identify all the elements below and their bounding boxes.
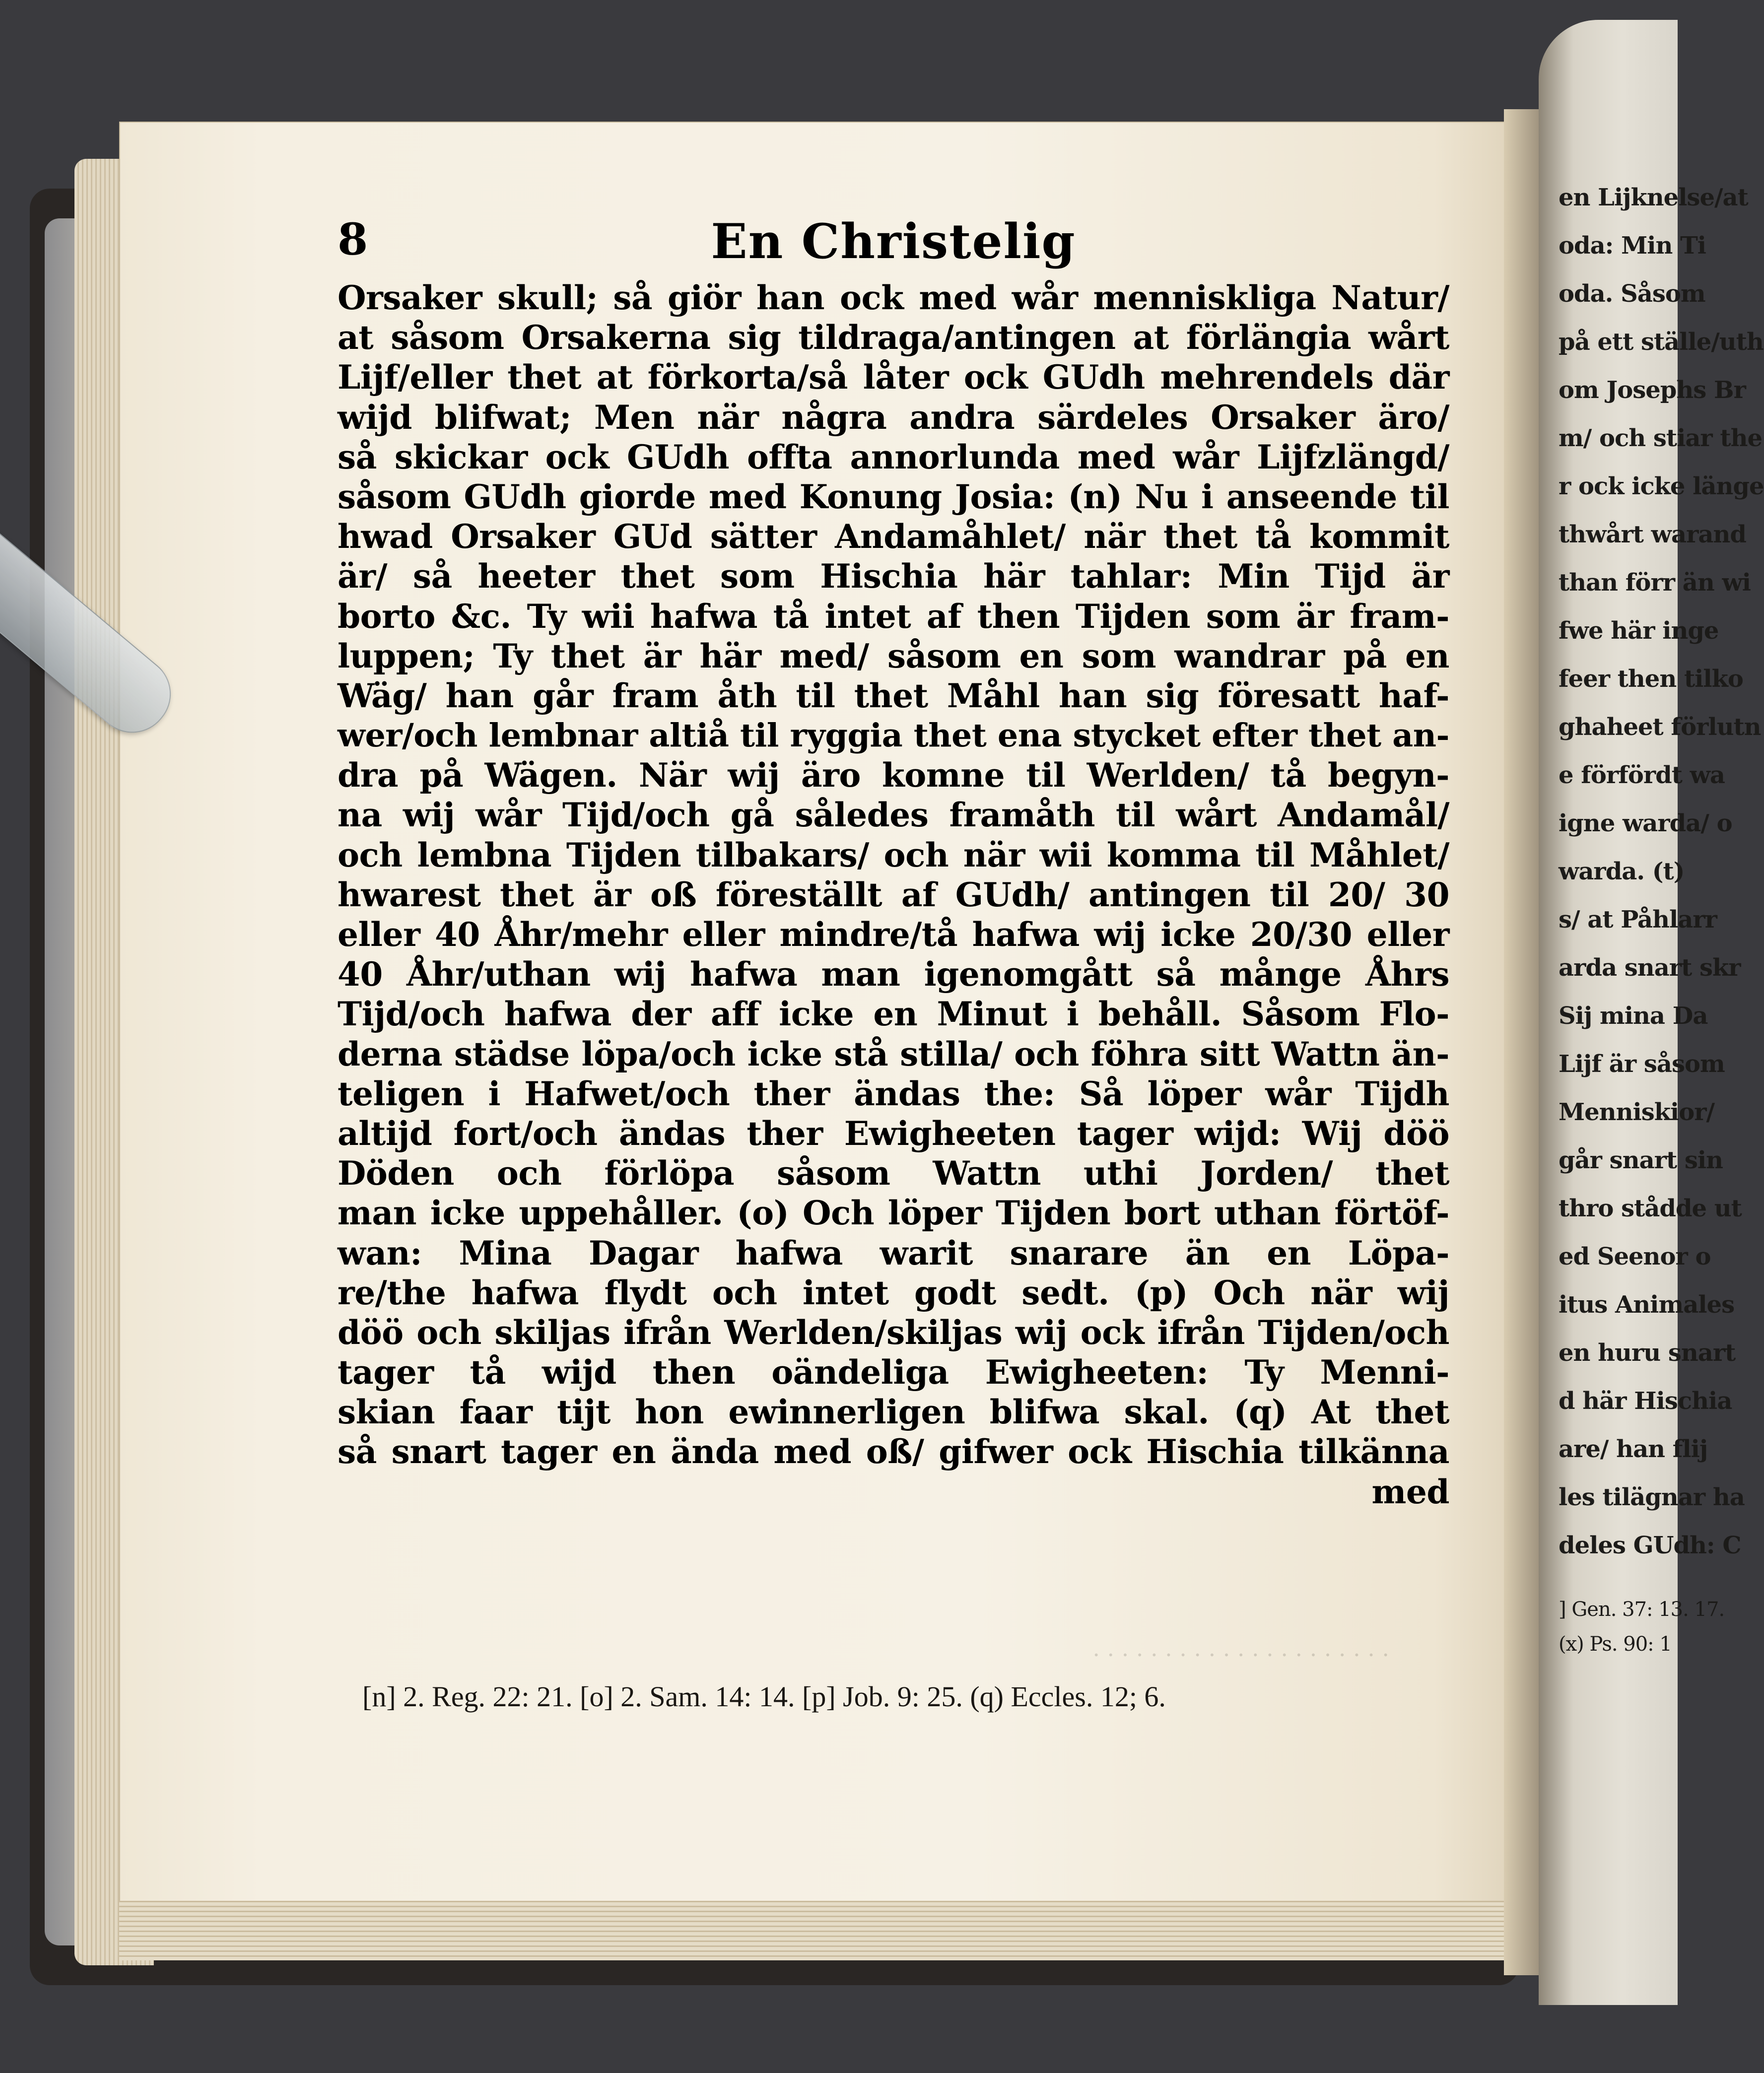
facing-page-line: are/ han flij: [1559, 1435, 1708, 1463]
facing-page-line: en Lijknelse/at: [1559, 184, 1748, 211]
body-line: altijd fort/och ändas ther Ewigheeten tager wijd: Wij döö: [338, 1114, 1449, 1153]
facing-page-footnote: (x) Ps. 90: 1: [1559, 1633, 1672, 1656]
facing-page-line: e förfördt wa: [1559, 761, 1725, 789]
body-text: [338, 278, 1449, 1512]
facing-page-line: itus Animales: [1559, 1291, 1735, 1319]
facing-page-line: Lijf är såsom: [1559, 1050, 1725, 1078]
page-number: 8: [338, 213, 368, 265]
body-line: och lembna Tijden tilbakars/ och när wii komma til Måhlet/: [338, 835, 1449, 874]
body-line: Döden och förlöpa såsom Wattn uthi Jorden/ thet: [338, 1154, 1449, 1193]
facing-page-line: en huru snart: [1559, 1339, 1736, 1367]
facing-page-line: oda. Såsom: [1559, 280, 1705, 308]
facing-page-line: les tilägnar ha: [1559, 1483, 1745, 1511]
body-line: hwad Orsaker GUd sätter Andamåhlet/ när thet tå kommit: [338, 517, 1449, 556]
running-title: En Christelig: [711, 213, 1076, 269]
facing-page-line: ghaheet förlutn: [1559, 713, 1761, 741]
facing-page-line: arda snart skr: [1559, 954, 1741, 982]
facing-page-line: Sij mina Da: [1559, 1002, 1708, 1030]
catchword: med: [1371, 1472, 1449, 1511]
body-line: är/ så heeter thet som Hischia här tahlar: Min Tijd är: [338, 557, 1449, 596]
body-line: Tijd/och hafwa der aff icke en Minut i behåll. Såsom Flo-: [338, 995, 1449, 1034]
facing-page-line: feer then tilko: [1559, 665, 1743, 693]
body-line: man icke uppehåller. (o) Och löper Tijden bort uthan förtöf-: [338, 1194, 1449, 1233]
facing-page-line: fwe här inge: [1559, 617, 1719, 645]
body-line: wan: Mina Dagar hafwa warit snarare än en Löpa-: [338, 1233, 1449, 1272]
facing-page-line: thro stådde ut: [1559, 1195, 1742, 1222]
facing-page-line: går snart sin: [1559, 1146, 1723, 1174]
body-line: derna städse löpa/och icke stå stilla/ och föhra sitt Wattn än-: [338, 1034, 1449, 1073]
facing-page-line: r ock icke länge: [1559, 472, 1764, 500]
facing-page: [1539, 20, 1764, 2005]
body-line: hwarest thet är oß föreställt af GUdh/ antingen til 20/ 30: [338, 875, 1449, 914]
facing-page-line: than förr än wi: [1559, 569, 1751, 597]
facing-page-line: om Josephs Br: [1559, 376, 1746, 404]
body-line: borto &c. Ty wii hafwa tå intet af then Tijden som är fram-: [338, 597, 1449, 636]
body-line: luppen; Ty thet är här med/ såsom en som wandrar på en: [338, 636, 1449, 675]
facing-page-line: d här Hischia: [1559, 1387, 1732, 1415]
facing-page-line: deles GUdh: C: [1559, 1532, 1741, 1559]
body-line: re/the hafwa flydt och intet godt sedt. (p) Och när wij: [338, 1273, 1449, 1312]
facing-page-line: på ett ställe/uth: [1559, 328, 1764, 356]
body-line: teligen i Hafwet/och ther ändas the: Så löper wår Tijdh: [338, 1074, 1449, 1113]
body-line: skian faar tijt hon ewinnerligen blifwa skal. (q) At thet: [338, 1393, 1449, 1432]
body-line: Orsaker skull; så giör han ock med wår menniskliga Natur/: [338, 278, 1449, 317]
facing-page-line: oda: Min Ti: [1559, 232, 1706, 260]
body-line: så snart tager en ända med oß/ gifwer ock Hischia tilkänna: [338, 1432, 1449, 1471]
body-line: 40 Åhr/uthan wij hafwa man igenomgått så månge Åhrs: [338, 955, 1449, 994]
body-line: na wij wår Tijd/och gå således framåth til wårt Andamål/: [338, 796, 1449, 835]
facing-page-line: s/ at Påhlarr: [1559, 906, 1717, 934]
show-through-text: · · · · · · · · · · · · · · · · · · · · ·: [1092, 1641, 1390, 1669]
facing-page-line: ed Seenor o: [1559, 1243, 1711, 1271]
facing-page-line: warda. (t): [1559, 858, 1685, 885]
body-line: såsom GUdh giorde med Konung Josia: (n) Nu i anseende til: [338, 477, 1449, 516]
body-line: tager tå wijd then oändeliga Ewigheeten: Ty Menni-: [338, 1353, 1449, 1392]
facing-page-line: Menniskior/: [1559, 1098, 1715, 1126]
footnotes: [n] 2. Reg. 22: 21. [o] 2. Sam. 14: 14. [p] Job. 9: 25. (q) Eccles. 12; 6.: [362, 1680, 1166, 1713]
body-line: at såsom Orsakerna sig tildraga/antingen at förlängia wårt: [338, 318, 1449, 357]
page-bottom-edge: [119, 1901, 1559, 1960]
body-line: Wäg/ han går fram åth til thet Måhl han sig föresatt haf-: [338, 676, 1449, 715]
facing-page-line: igne warda/ o: [1559, 809, 1732, 837]
body-line: wer/och lembnar altiå til ryggia thet ena stycket efter thet an-: [338, 717, 1449, 755]
body-line: dra på Wägen. När wij äro komne til Werlden/ tå begyn-: [338, 756, 1449, 795]
facing-page-line: thwårt warand: [1559, 521, 1746, 548]
facing-page-footnote: ] Gen. 37: 13. 17.: [1559, 1598, 1725, 1621]
page-header: [338, 213, 1449, 278]
body-line: så skickar ock GUdh offta annorlunda med wår Lijfzlängd/: [338, 437, 1449, 476]
body-line: döö och skiljas ifrån Werlden/skiljas wij ock ifrån Tijden/och: [338, 1313, 1449, 1352]
body-line: Lijf/eller thet at förkorta/så låter ock GUdh mehrendels där: [338, 358, 1449, 397]
body-line: eller 40 Åhr/mehr eller mindre/tå hafwa wij icke 20/30 eller: [338, 915, 1449, 954]
facing-page-line: m/ och stiar the: [1559, 424, 1763, 452]
body-line: wijd blifwat; Men när några andra särdeles Orsaker äro/: [338, 398, 1449, 437]
